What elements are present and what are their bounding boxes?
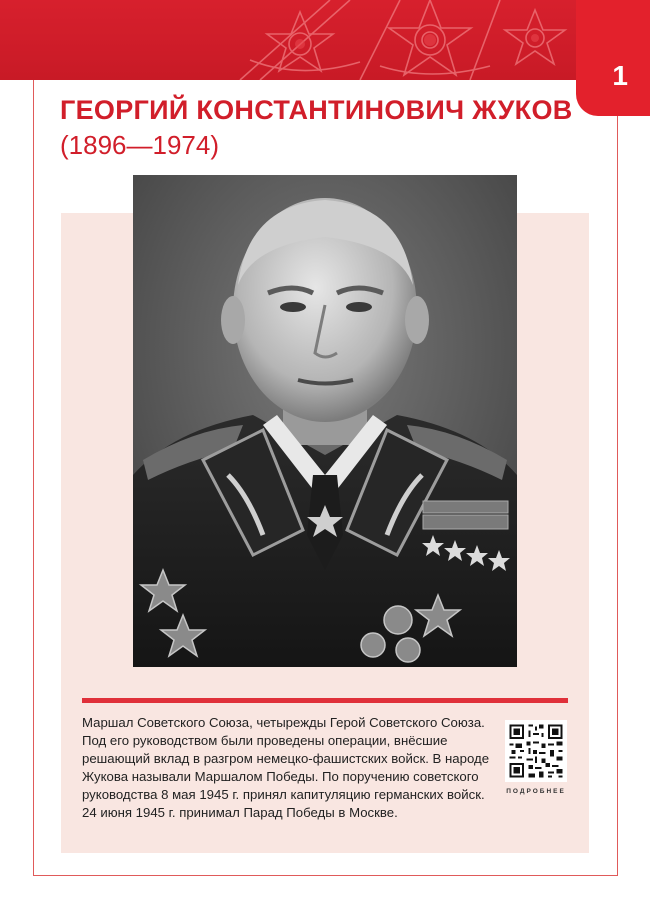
qr-code-icon bbox=[505, 720, 567, 782]
person-name-title: ГЕОРГИЙ КОНСТАНТИНОВИЧ ЖУКОВ bbox=[60, 95, 573, 125]
section-divider bbox=[82, 698, 568, 703]
qr-label: ПОДРОБНЕЕ bbox=[506, 788, 566, 795]
header-banner bbox=[0, 0, 618, 80]
biography-text: Маршал Советского Союза, четырежды Герой Советского Союза. Под его руководством были проведены операции, внёсшие решающий вклад в разгром немецко-фашистских войск. В народе Жукова называли Маршалом Победы. По поручению советского руководства 8 мая 1945 г. принял капитуляцию германских войск. 24 июня 1945 г. принимал Парад Победы в Москве. bbox=[82, 715, 490, 820]
page-number: 1 bbox=[612, 60, 628, 91]
qr-code[interactable] bbox=[505, 720, 567, 782]
life-years: (1896—1974) bbox=[60, 130, 219, 160]
portrait-photo bbox=[133, 175, 517, 667]
page-number-tab bbox=[576, 0, 650, 116]
order-stars-decoration bbox=[0, 0, 618, 80]
